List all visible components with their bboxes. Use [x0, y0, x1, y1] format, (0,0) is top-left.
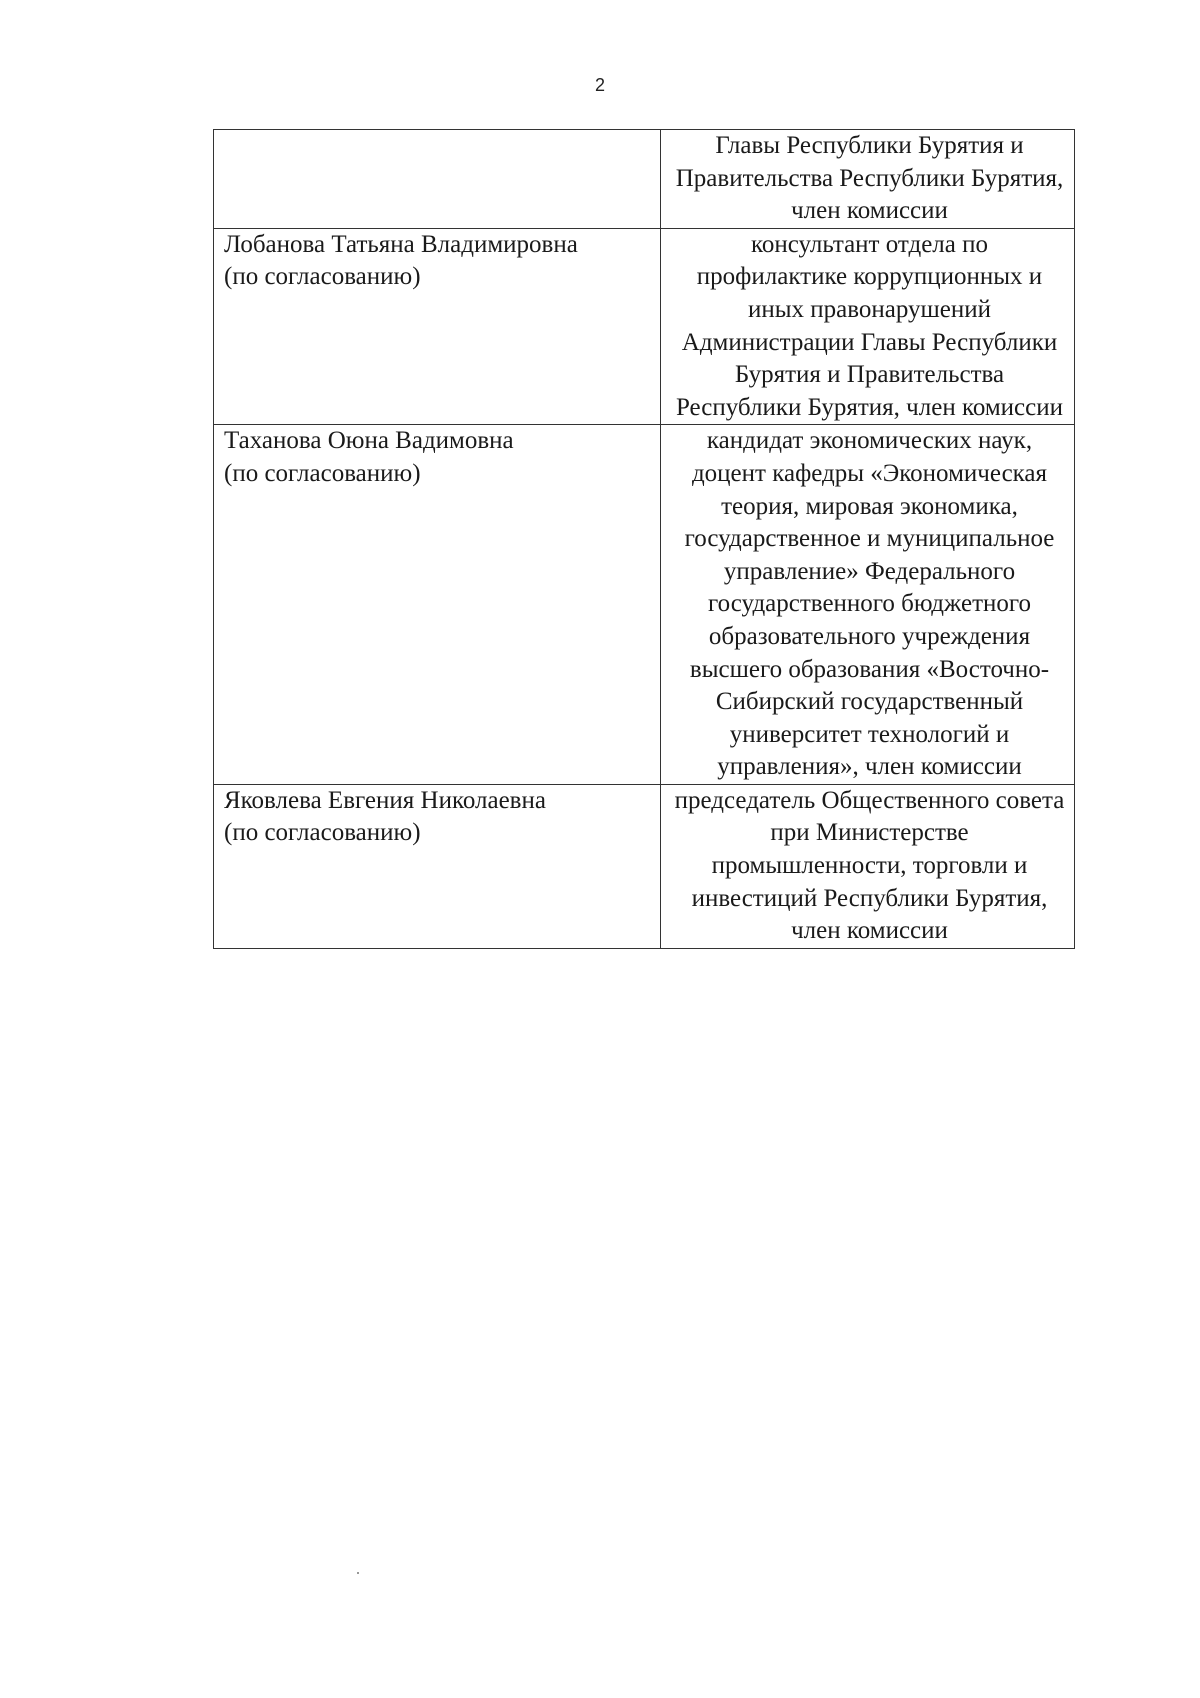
member-role-cell: [661, 228, 1075, 425]
table-row: [214, 228, 1075, 425]
member-role-cell: [661, 130, 1075, 229]
page-number: 2: [594, 75, 605, 95]
table-row: [214, 425, 1075, 785]
role-line: председатель Общественного совета: [674, 786, 1065, 814]
member-role-cell: [661, 784, 1075, 948]
role-line: промышленности, торговли и: [711, 852, 1028, 880]
role-line: управление» Федерального: [723, 557, 1016, 585]
member-name-cell: [214, 130, 661, 229]
role-line: член комиссии: [791, 917, 948, 945]
member-name-cell: [214, 425, 661, 785]
member-name: Лобанова Татьяна Владимировна: [224, 230, 578, 258]
role-line: Бурятия и Правительства: [734, 361, 1005, 389]
role-line: университет технологий и: [729, 720, 1010, 748]
role-line: доцент кафедры «Экономическая: [691, 459, 1048, 487]
member-name-cell: [214, 228, 661, 425]
role-line: профилактике коррупционных и: [696, 263, 1043, 291]
member-note: (по согласованию): [224, 263, 421, 291]
member-name-cell: [214, 784, 661, 948]
role-line: член комиссии: [791, 197, 948, 225]
member-name: Таханова Оюна Вадимовна: [224, 427, 514, 455]
role-line: Администрации Главы Республики: [681, 328, 1058, 356]
role-line: Правительства Республики Бурятия,: [675, 164, 1064, 192]
table-row: [214, 784, 1075, 948]
role-line: образовательного учреждения: [708, 622, 1031, 650]
role-line: государственного бюджетного: [708, 590, 1031, 618]
role-line: высшего образования «Восточно-: [689, 655, 1050, 683]
member-role-cell: [661, 425, 1075, 785]
member-note: (по согласованию): [224, 819, 421, 847]
role-line: Республики Бурятия, член комиссии: [675, 393, 1064, 421]
role-line: иных правонарушений: [747, 295, 992, 323]
role-line: управления», член комиссии: [717, 753, 1022, 781]
member-note: (по согласованию): [224, 459, 421, 487]
role-line: кандидат экономических наук,: [706, 427, 1033, 455]
role-line: Сибирский государственный: [715, 688, 1024, 716]
table-row: [214, 130, 1075, 229]
member-name: Яковлева Евгения Николаевна: [224, 786, 546, 814]
role-line: при Министерстве: [770, 819, 969, 847]
role-line: консультант отдела по: [750, 230, 988, 258]
commission-members-table: [213, 129, 1075, 949]
role-line: Главы Республики Бурятия и: [715, 132, 1024, 159]
scan-speck: [357, 1572, 359, 1574]
role-line: теория, мировая экономика,: [721, 492, 1018, 520]
role-line: государственное и муниципальное: [684, 525, 1055, 553]
role-line: инвестиций Республики Бурятия,: [691, 884, 1048, 912]
